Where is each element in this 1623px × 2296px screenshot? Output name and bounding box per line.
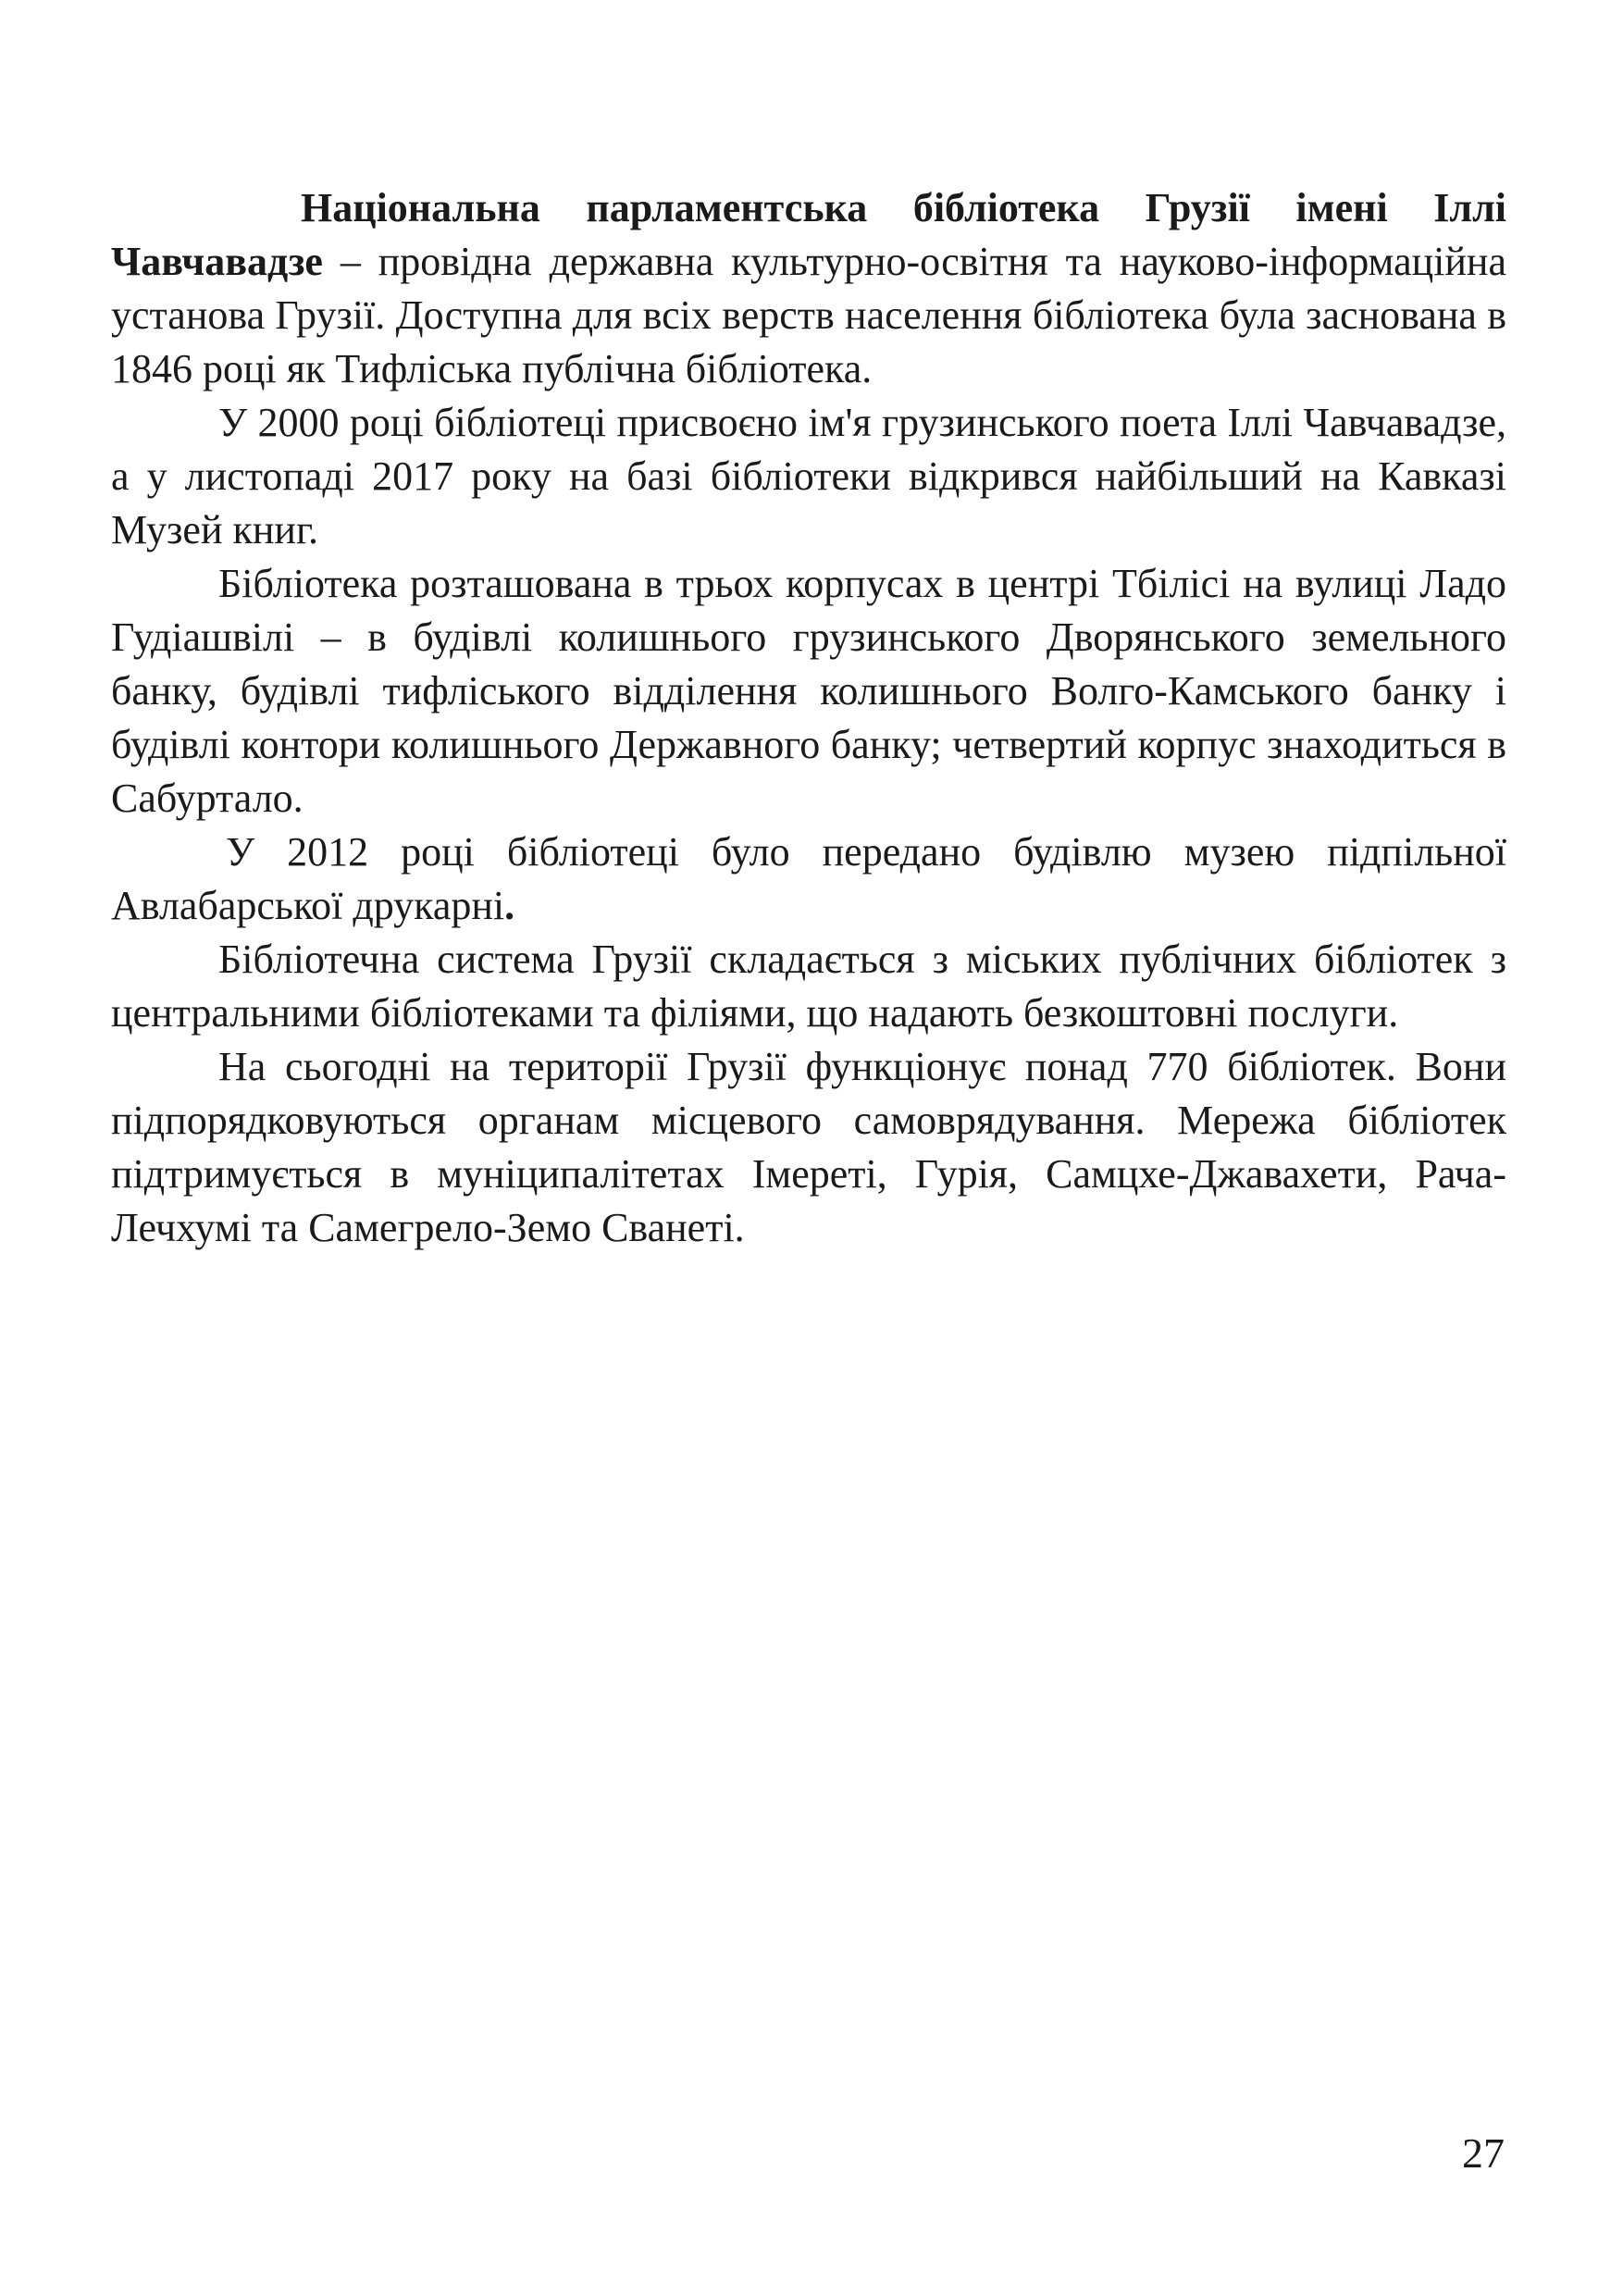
paragraph-2012: [111, 825, 1506, 933]
page-number: 27: [1462, 2129, 1505, 2177]
paragraph-2000: [111, 396, 1506, 557]
library-name: Національна парламентська бібліотека Грузії імені Іллі Чавчавадзе: [111, 185, 1506, 284]
paragraph-period: .: [504, 883, 515, 928]
paragraph-770-libraries: [111, 1040, 1506, 1255]
body-text: [111, 181, 1506, 1255]
paragraph-text: На сьогодні на території Грузії функціонує понад 770 бібліотек. Вони підпорядковуються органам місцевого самоврядування. Мережа бібліотек підтримується в муніципалітетах Імереті, Гурія, Самцхе-Джавахети, Рача-Лечхумі та Самегрело-Земо Сванеті.: [111, 1044, 1506, 1250]
paragraph-library-system: [111, 933, 1506, 1040]
paragraph-text: Бібліотека розташована в трьох корпусах в центрі Тбілісі на вулиці Ладо Гудіашвілі – в будівлі колишнього грузинського Дворянського земельного банку, будівлі тифліського відділення колишнього Волго-Камського банку і будівлі контори колишнього Державного банку; четвертий корпус знаходиться в Сабуртало.: [111, 561, 1506, 821]
paragraph-text: Бібліотечна система Грузії складається з міських публічних бібліотек з центральними бібліотеками та філіями, що надають безкоштовні послуги.: [111, 937, 1506, 1036]
paragraph-library-intro: [111, 181, 1506, 396]
paragraph-buildings: [111, 557, 1506, 825]
paragraph-text: – провідна державна культурно-освітня та науково-інформаційна установа Грузії. Доступна для всіх верств населення бібліотека була заснована в 1846 році як Тифліська публічна бібліотека.: [111, 239, 1506, 391]
paragraph-text: У 2000 році бібліотеці присвоєно ім'я грузинського поета Іллі Чавчавадзе, а у листопаді 2017 року на базі бібліотеки відкрився найбільший на Кавказі Музей книг.: [111, 400, 1506, 552]
paragraph-text: У 2012 році бібліотеці було передано будівлю музею підпільної Авлабарської друкарні: [111, 829, 1506, 928]
